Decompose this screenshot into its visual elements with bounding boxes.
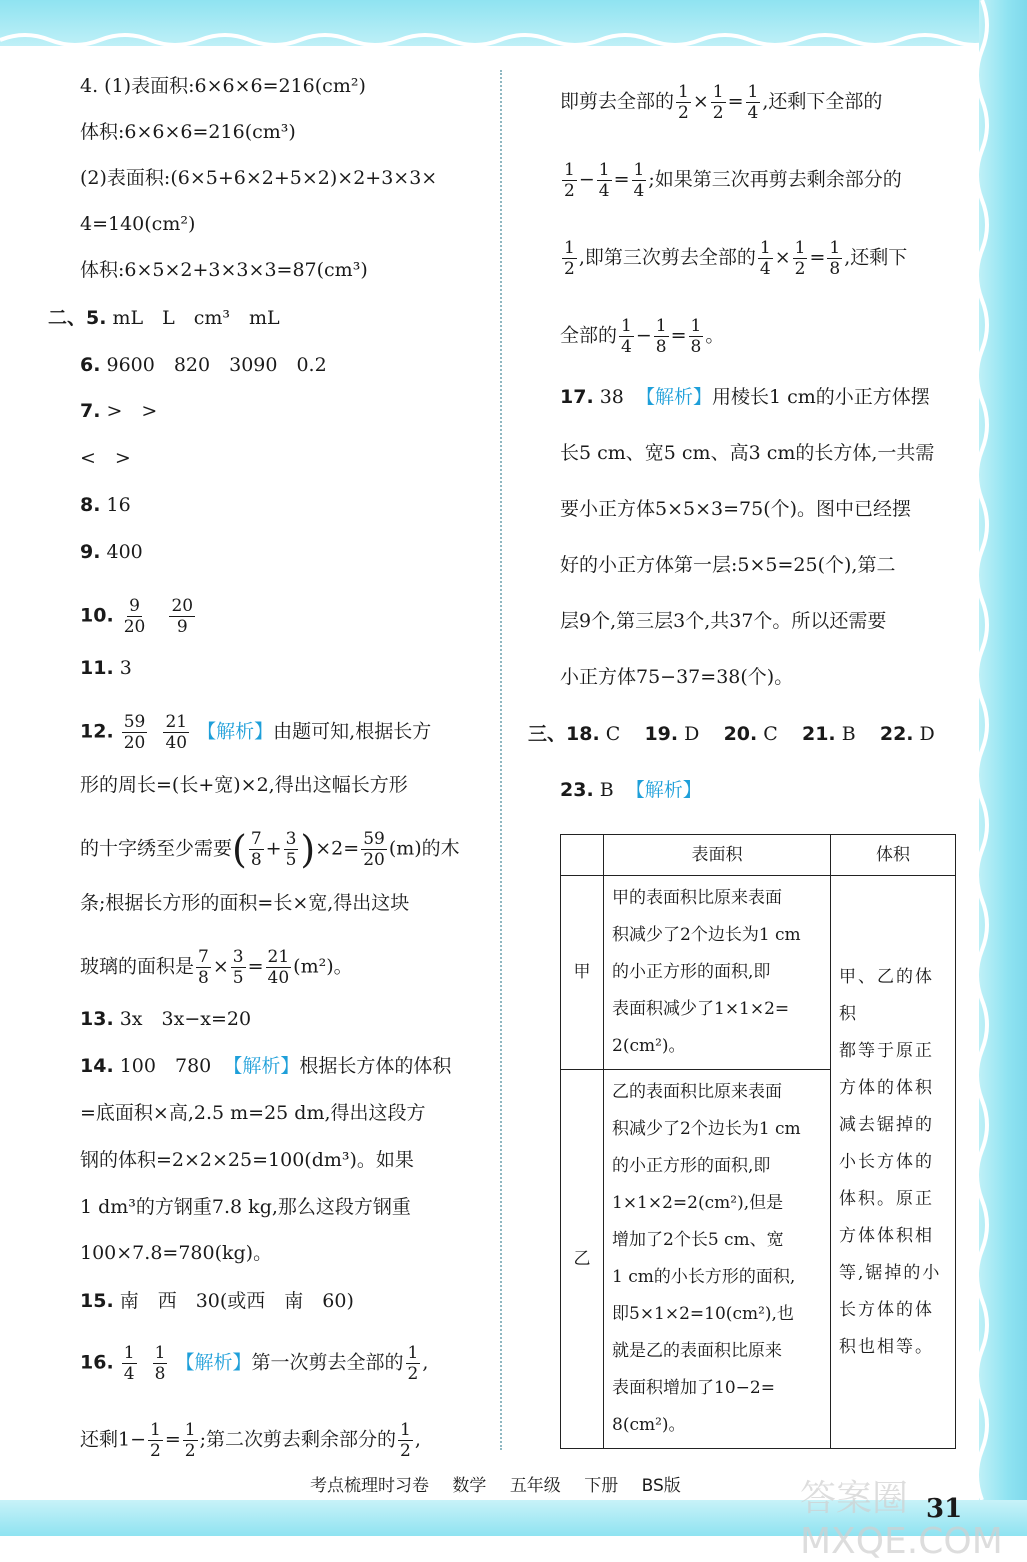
answer-16: 16. $\frac{1}{4}$ $\frac{1}{8}$ 【解析】第一次剪去全部的 $\frac{1}{2}$ ,: [80, 1343, 429, 1384]
answer-4-line-4: 4=140(cm²): [80, 213, 196, 235]
answer-17-line-5: 层9个,第三层3个,共37个。所以还需要: [560, 610, 887, 632]
answer-15: 15. 南 西 30(或西 南 60): [80, 1290, 354, 1312]
yi-surface-cell: 乙的表面积比原来表面 积减少了2个边长为1 cm 的小正方形的面积,即 1×1×2=2(cm²),但是 增加了2个长5 cm、宽 1 cm的小长方形的面积, 即5×1×2=10(cm²),也 就是乙的表面积比原来 表面积增加了10−2= 8(cm²)。: [604, 1070, 831, 1449]
answer-16-line-2: 还剩1− $\frac{1}{2}$ = $\frac{1}{2}$ ;第二次剪去剩余部分的 $\frac{1}{2}$ ,: [80, 1420, 421, 1461]
column-divider: [500, 70, 502, 1450]
answer-14-line-2: =底面积×高,2.5 m=25 dm,得出这段方: [80, 1102, 426, 1124]
table-header-row: [561, 835, 956, 876]
footer-subject: 数学: [452, 1476, 487, 1496]
answer-17-line-2: 长5 cm、宽5 cm、高3 cm的长方体,一共需: [560, 442, 935, 464]
answer-12-line-2: 形的周长=(长+宽)×2,得出这幅长方形: [80, 774, 408, 796]
header-volume: 体积: [831, 835, 956, 876]
table-corner-cell: [561, 835, 604, 876]
answer-7-line-2: < >: [80, 447, 131, 469]
table-row: [561, 876, 956, 1070]
answer-4-line-5: 体积:6×5×2+3×3×3=87(cm³): [80, 259, 368, 281]
answer-4-line-2: 体积:6×6×6=216(cm³): [80, 121, 296, 143]
answer-7: 7. > >: [80, 400, 158, 422]
analysis-tag: 【解析】: [223, 1055, 300, 1077]
answer-14-line-3: 钢的体积=2×2×25=100(dm³)。如果: [80, 1149, 414, 1171]
row-label-jia: 甲: [561, 876, 604, 1070]
answer-8: 8. 16: [80, 494, 131, 516]
footer-book-title: 考点梳理时习卷: [310, 1476, 429, 1496]
answer-14-line-5: 100×7.8=780(kg)。: [80, 1242, 273, 1264]
fraction: $\frac{20}{9}$: [171, 596, 194, 637]
answer-12-line-3: 的十字绣至少需要( $\frac{7}{8}$ + $\frac{3}{5}$ )×2= $\frac{59}{20}$ (m)的木: [80, 827, 460, 872]
fraction: $\frac{59}{20}$: [123, 712, 146, 753]
header-surface-area: 表面积: [604, 835, 831, 876]
footer-edition: BS版: [641, 1476, 681, 1496]
answer-6: 6. 9600 820 3090 0.2: [80, 354, 327, 376]
answer-14: 14. 100 780 【解析】根据长方体的体积: [80, 1055, 452, 1077]
analysis-tag: 【解析】: [175, 1351, 252, 1374]
volume-cell: 甲、乙的体积 都等于原正 方体的体积 减去锯掉的 小长方体的 体积。原正 方体体积相 等,锯掉的小 长方体的体 积也相等。: [831, 876, 956, 1449]
row-label-yi: 乙: [561, 1070, 604, 1449]
analysis-tag: 【解析】: [625, 779, 702, 801]
answer-17: 17. 38 【解析】用棱长1 cm的小正方体摆: [560, 386, 930, 408]
answer-13: 13. 3x 3x−x=20: [80, 1008, 252, 1030]
answer-16-line-4: $\frac{1}{2}$ − $\frac{1}{4}$ = $\frac{1}{4}$ ;如果第三次再剪去剩余部分的: [564, 160, 902, 201]
page-number: 31: [926, 1494, 963, 1524]
footer-grade: 五年级: [509, 1476, 561, 1496]
answer-10: 10. $\frac{9}{20}$ $\frac{20}{9}$: [80, 596, 194, 637]
page-footer: [310, 1471, 699, 1496]
answer-11: 11. 3: [80, 657, 132, 679]
footer-term: 下册: [584, 1476, 619, 1496]
fraction: $\frac{9}{20}$: [123, 596, 146, 637]
answer-4-line-3: (2)表面积:(6×5+6×2+5×2)×2+3×3×: [80, 167, 438, 189]
answer-16-line-5: $\frac{1}{2}$ ,即第三次剪去全部的 $\frac{1}{4}$ × $\frac{1}{2}$ = $\frac{1}{8}$ ,还剩下: [564, 238, 908, 279]
answer-12-line-5: 玻璃的面积是 $\frac{7}{8}$ × $\frac{3}{5}$ = $\frac{21}{40}$ (m²)。: [80, 947, 353, 988]
right-wave-decoration: [967, 0, 997, 1536]
answer-4-line-1: 4. (1)表面积:6×6×6=216(cm²): [80, 75, 366, 97]
answer-5: 二、5. mL L cm³ mL: [48, 307, 280, 329]
answer-17-line-4: 好的小正方体第一层:5×5=25(个),第二: [560, 554, 896, 576]
answer-17-line-6: 小正方体75−37=38(个)。: [560, 666, 794, 688]
answer-12-line-4: 条;根据长方形的面积=长×宽,得出这块: [80, 892, 410, 914]
answer-16-line-6: 全部的 $\frac{1}{4}$ − $\frac{1}{8}$ = $\frac{1}{8}$ 。: [560, 316, 725, 357]
answers-18-22: 三、18. C 19. D 20. C 21. B 22. D: [528, 723, 935, 745]
answer-12: 12. $\frac{59}{20}$ $\frac{21}{40}$ 【解析】由题可知,根据长方: [80, 712, 432, 753]
answer-14-line-4: 1 dm³的方钢重7.8 kg,那么这段方钢重: [80, 1196, 411, 1218]
jia-surface-cell: 甲的表面积比原来表面 积减少了2个边长为1 cm 的小正方形的面积,即 表面积减少了1×1×2= 2(cm²)。: [604, 876, 831, 1070]
watermark: 答案圈 MXQE.COM: [800, 1478, 1003, 1562]
top-wave-decoration: [0, 30, 1000, 60]
analysis-tag: 【解析】: [197, 720, 274, 743]
analysis-tag: 【解析】: [635, 386, 712, 408]
answer-23: 23. B 【解析】: [560, 779, 702, 801]
fraction: $\frac{21}{40}$: [165, 712, 188, 753]
answer-17-line-3: 要小正方体5×5×3=75(个)。图中已经摆: [560, 498, 912, 520]
analysis-table: [560, 834, 956, 1449]
answer-16-line-3: 即剪去全部的 $\frac{1}{2}$ × $\frac{1}{2}$ = $\frac{1}{4}$ ,还剩下全部的: [560, 82, 883, 123]
answer-9: 9. 400: [80, 541, 143, 563]
